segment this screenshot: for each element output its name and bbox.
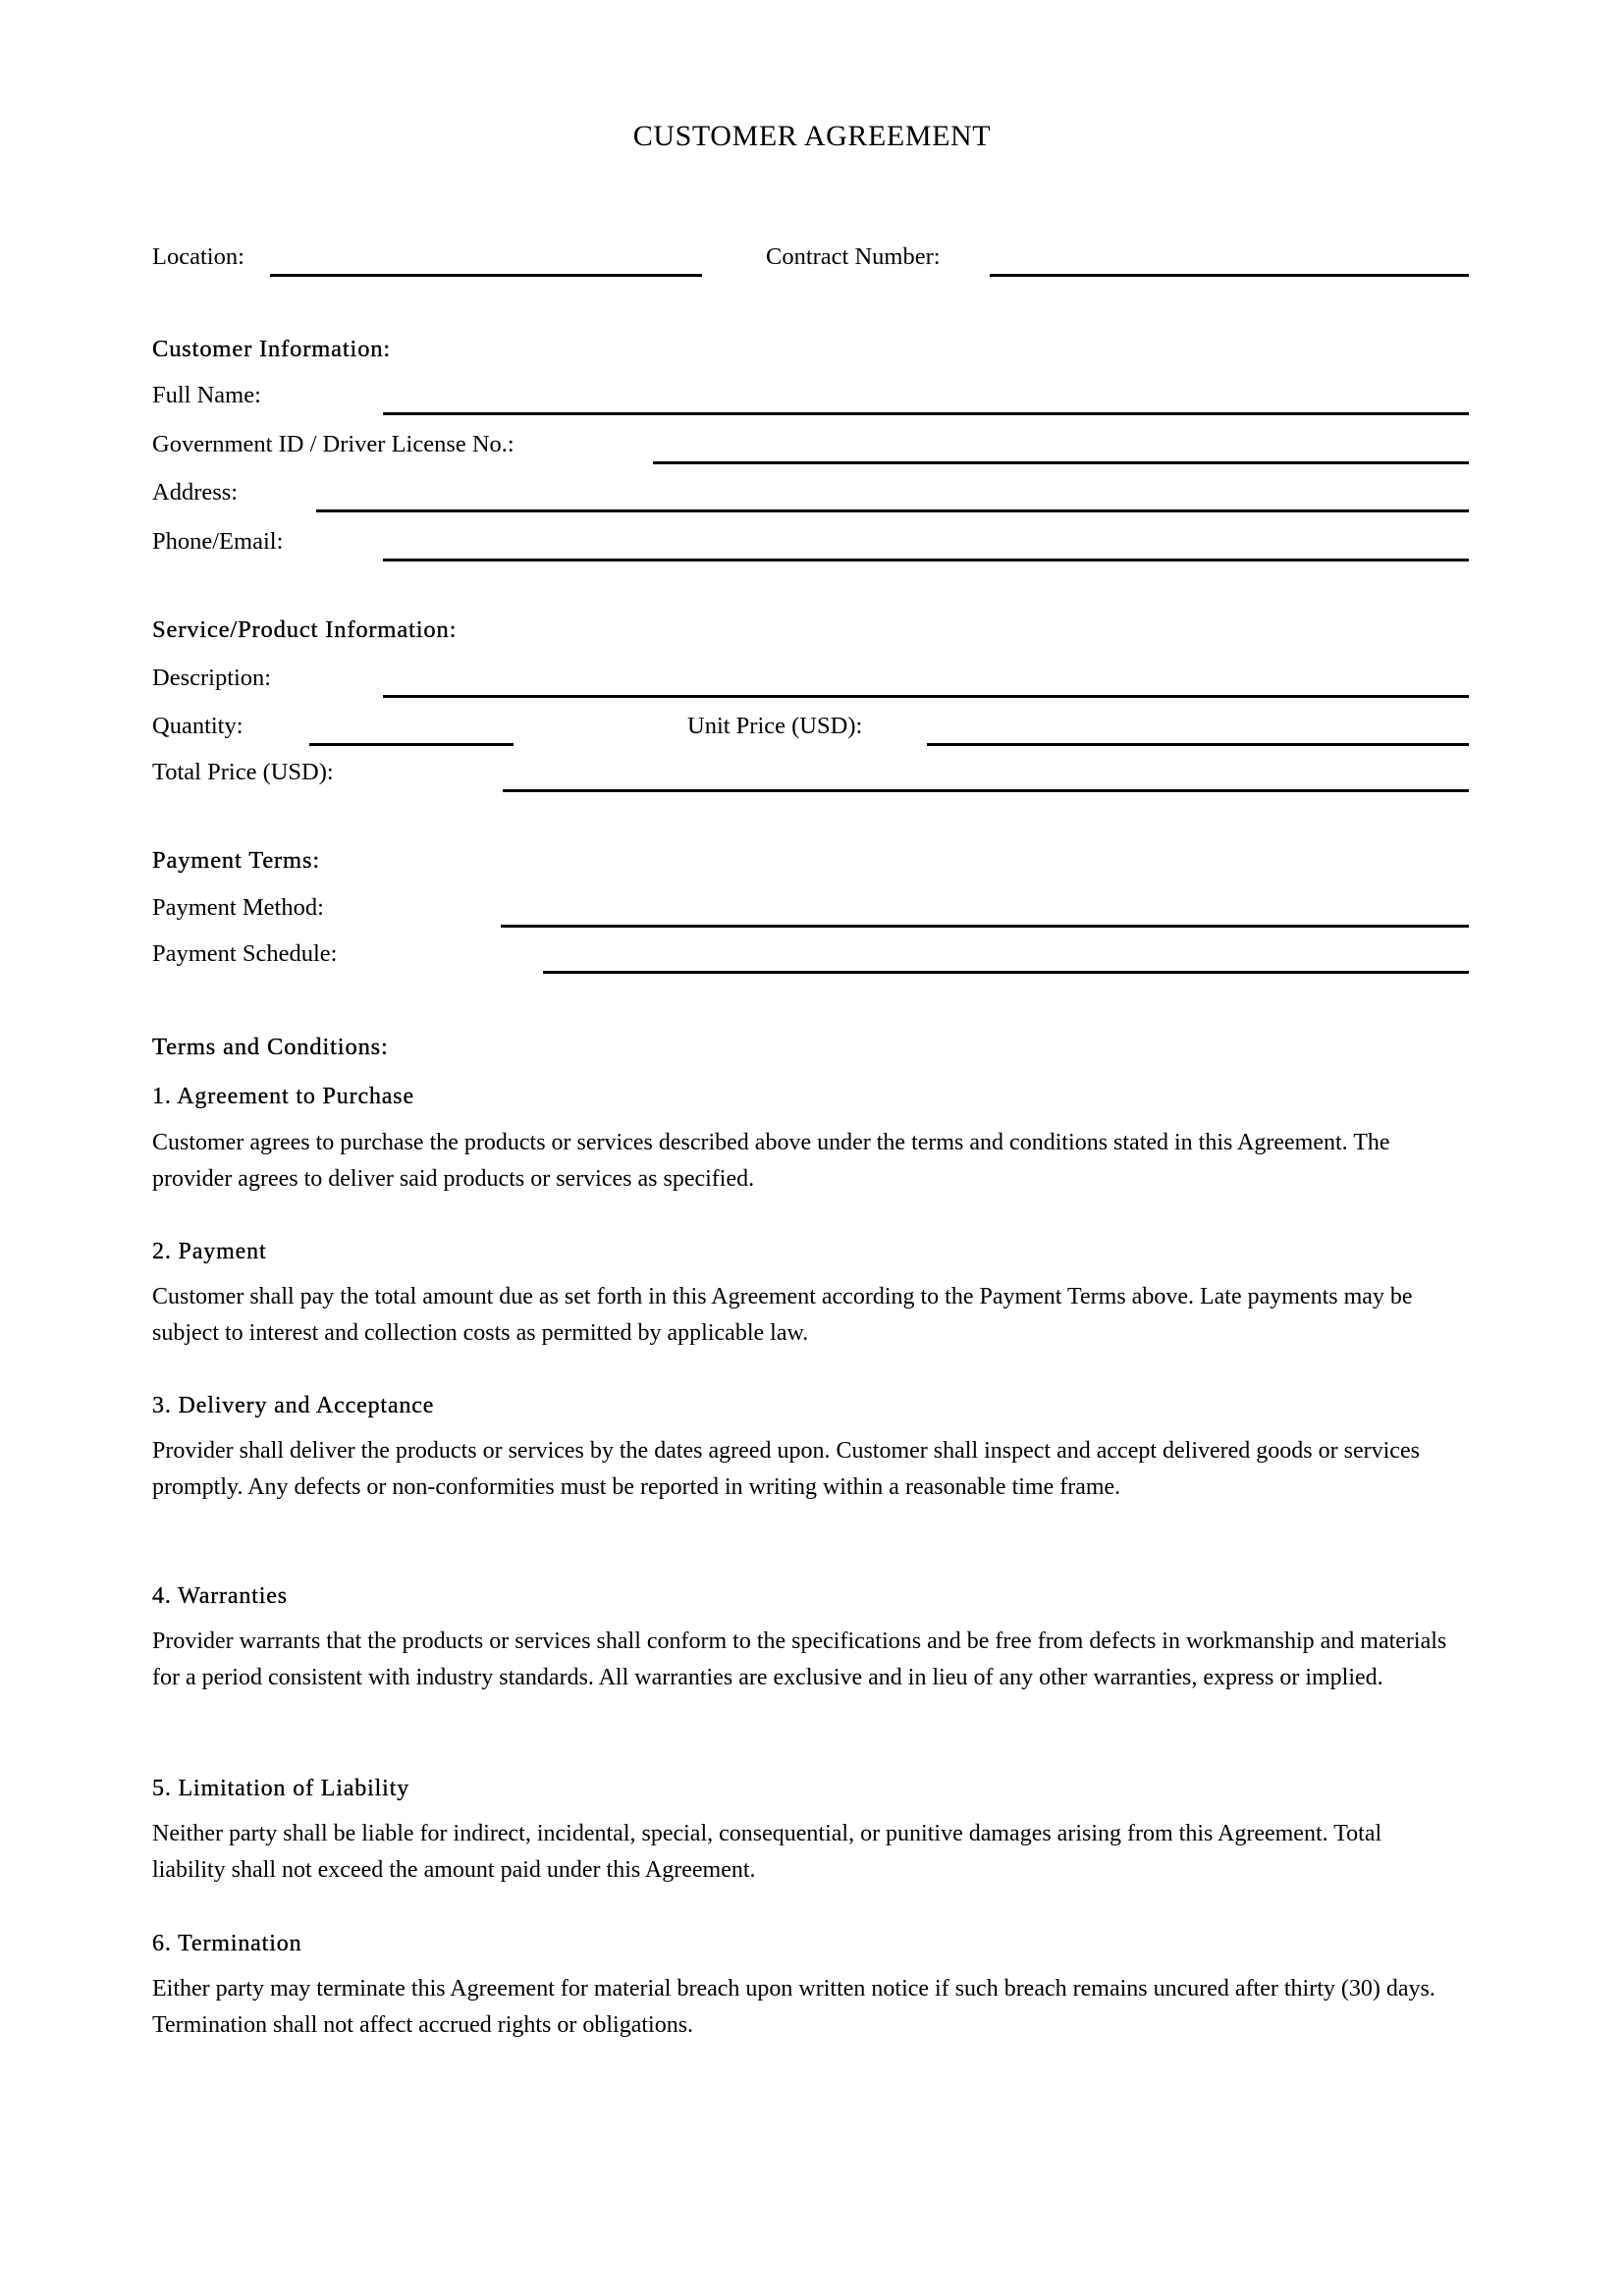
- payment-schedule-label: Payment Schedule:: [152, 940, 338, 967]
- clause-heading-5: 5. Limitation of Liability: [152, 1776, 410, 1801]
- clause-heading-1: 1. Agreement to Purchase: [152, 1084, 414, 1109]
- customer-information-heading: Customer Information:: [152, 336, 392, 362]
- clause-heading-3: 3. Delivery and Acceptance: [152, 1393, 435, 1418]
- clause-body-6: Either party may terminate this Agreement for material breach upon written notice if such breach remains uncured after thirty (30) days. Termination shall not affect accrued rights or obligations.: [152, 1976, 1435, 2038]
- clause-heading-6: 6. Termination: [152, 1931, 302, 1956]
- location-label: Location:: [152, 243, 244, 270]
- clause-body-2: Customer shall pay the total amount due as set forth in this Agreement according to the Payment Terms above. Late payments may be subject to interest and collection costs as permitted by applicable law.: [152, 1284, 1413, 1346]
- clause-body-5: Neither party shall be liable for indirect, incidental, special, consequential, or punitive damages arising from this Agreement. Total liability shall not exceed the amount paid under this Agreement.: [152, 1821, 1382, 1883]
- location-input-rule[interactable]: [270, 274, 702, 277]
- unit-price-input-rule[interactable]: [927, 743, 1469, 746]
- clause-body-4: Provider warrants that the products or services shall conform to the specifications and be free from defects in workmanship and materials for a period consistent with industry standards. All warranties are exclusive and in lieu of any other warranties, express or implied.: [152, 1629, 1447, 1690]
- unit-price-label: Unit Price (USD):: [687, 713, 863, 739]
- government-id-input-rule[interactable]: [653, 461, 1469, 464]
- payment-terms-heading: Payment Terms:: [152, 847, 321, 874]
- page-title: CUSTOMER AGREEMENT: [632, 120, 992, 152]
- payment-method-label: Payment Method:: [152, 894, 324, 921]
- full-name-input-rule[interactable]: [383, 412, 1469, 415]
- phone-email-input-rule[interactable]: [383, 559, 1469, 561]
- quantity-input-rule[interactable]: [309, 743, 514, 746]
- government-id-label: Government ID / Driver License No.:: [152, 431, 514, 457]
- quantity-label: Quantity:: [152, 713, 244, 739]
- payment-schedule-input-rule[interactable]: [543, 971, 1469, 974]
- phone-email-label: Phone/Email:: [152, 528, 284, 555]
- terms-and-conditions-heading: Terms and Conditions:: [152, 1034, 389, 1060]
- full-name-label: Full Name:: [152, 382, 261, 408]
- address-label: Address:: [152, 479, 239, 506]
- clause-body-3: Provider shall deliver the products or services by the dates agreed upon. Customer shall inspect and accept delivered goods or services promptly. Any defects or non-conformities must be reported in writing within a reasonable time frame.: [152, 1438, 1420, 1500]
- description-input-rule[interactable]: [383, 695, 1469, 698]
- contract-number-label: Contract Number:: [766, 243, 941, 270]
- clause-heading-2: 2. Payment: [152, 1239, 267, 1264]
- address-input-rule[interactable]: [316, 509, 1469, 512]
- description-label: Description:: [152, 665, 272, 691]
- clause-heading-4: 4. Warranties: [152, 1583, 288, 1609]
- total-price-input-rule[interactable]: [503, 789, 1469, 792]
- total-price-label: Total Price (USD):: [152, 759, 334, 785]
- service-product-information-heading: Service/Product Information:: [152, 616, 458, 643]
- clause-body-1: Customer agrees to purchase the products or services described above under the terms and conditions stated in this Agreement. The provider agrees to deliver said products or services as specified.: [152, 1130, 1390, 1192]
- contract-number-input-rule[interactable]: [990, 274, 1469, 277]
- payment-method-input-rule[interactable]: [501, 925, 1469, 928]
